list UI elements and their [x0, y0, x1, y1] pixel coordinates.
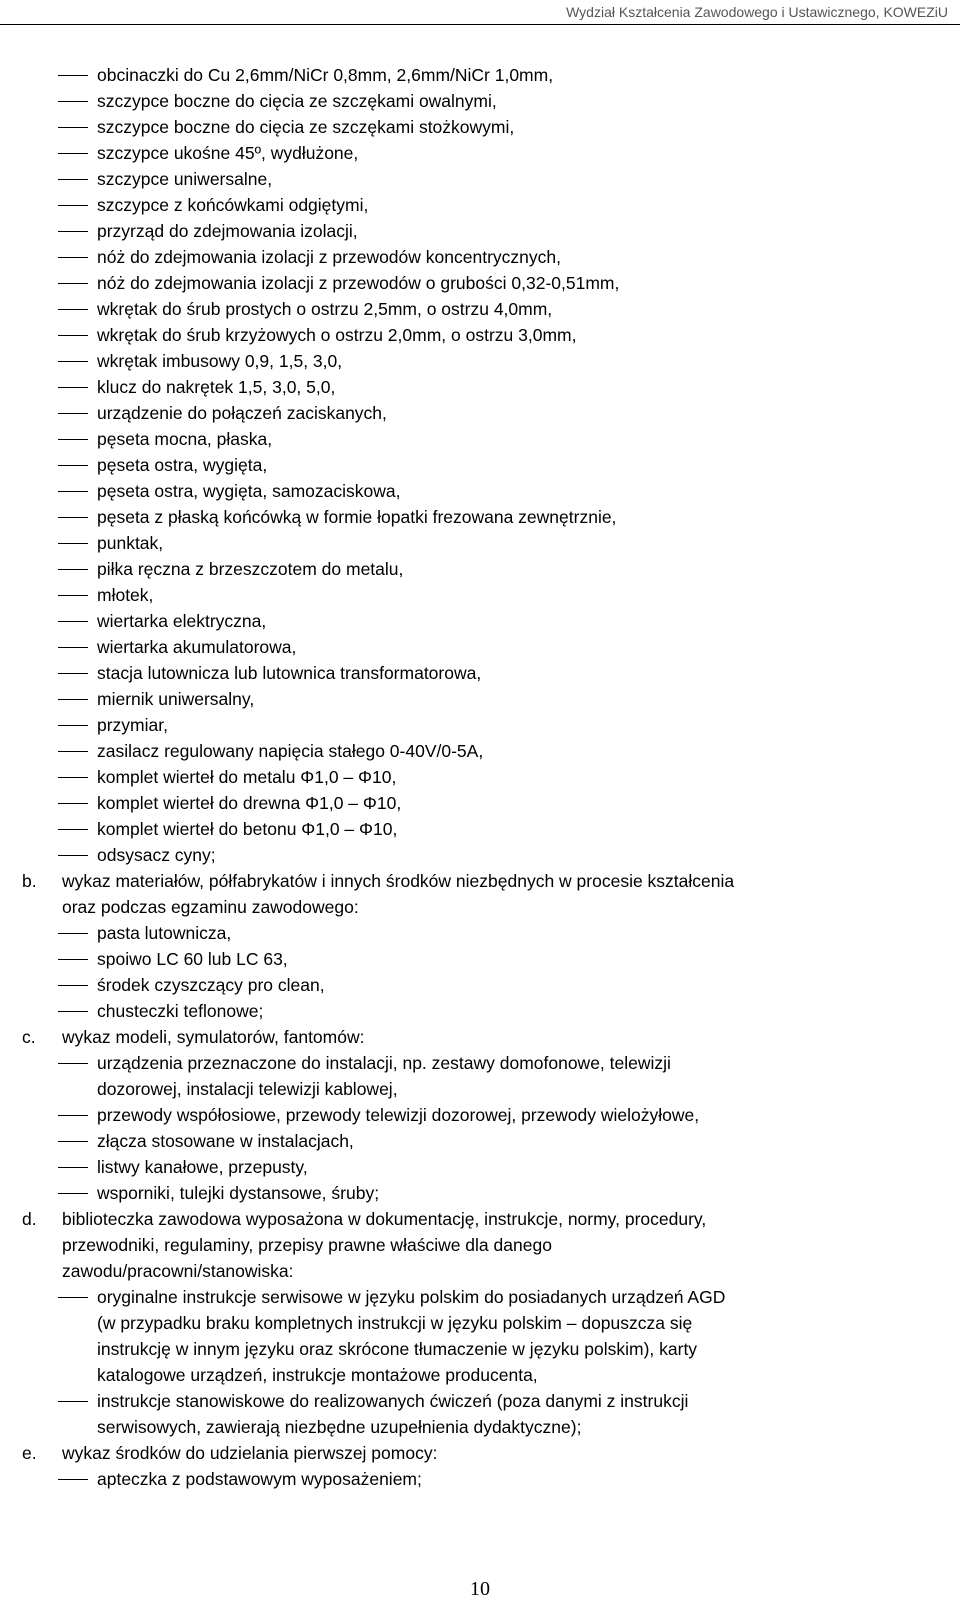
section-marker: e.	[22, 1443, 37, 1463]
section-heading-text: biblioteczka zawodowa wyposażona w dokumentację, instrukcje, normy, procedury,	[62, 1209, 707, 1229]
list-item	[22, 946, 952, 972]
list-item-text: nóż do zdejmowania izolacji z przewodów o grubości 0,32-0,51mm,	[97, 273, 620, 293]
list-item	[22, 1180, 952, 1206]
list-item	[22, 244, 952, 270]
list-item-text: środek czyszczący pro clean,	[97, 975, 325, 995]
list-item	[22, 1336, 952, 1362]
list-item-text: urządzenie do połączeń zaciskanych,	[97, 403, 387, 423]
dash-bullet	[58, 1063, 88, 1064]
list-item	[22, 1076, 952, 1102]
dash-bullet	[58, 1011, 88, 1012]
list-item	[22, 1466, 952, 1492]
list-item	[22, 582, 952, 608]
dash-bullet	[58, 777, 88, 778]
list-item	[22, 1050, 952, 1076]
dash-bullet	[58, 803, 88, 804]
list-item	[22, 348, 952, 374]
list-item	[22, 400, 952, 426]
section-heading-text: wykaz modeli, symulatorów, fantomów:	[62, 1027, 365, 1047]
dash-bullet	[58, 179, 88, 180]
list-item-text: wiertarka elektryczna,	[97, 611, 267, 631]
list-item	[22, 1362, 952, 1388]
dash-bullet	[58, 153, 88, 154]
list-item-text: wkrętak imbusowy 0,9, 1,5, 3,0,	[97, 351, 343, 371]
list-item-text: wiertarka akumulatorowa,	[97, 637, 297, 657]
header-title: Wydział Kształcenia Zawodowego i Ustawicznego, KOWEZiU	[566, 4, 948, 20]
list-item	[22, 504, 952, 530]
list-item	[22, 88, 952, 114]
list-item-text: wkrętak do śrub prostych o ostrzu 2,5mm, o ostrzu 4,0mm,	[97, 299, 553, 319]
list-item	[22, 140, 952, 166]
list-item	[22, 608, 952, 634]
section-heading-text: zawodu/pracowni/stanowiska:	[62, 1261, 294, 1281]
list-item-text: katalogowe urządzeń, instrukcje montażowe producenta,	[97, 1365, 538, 1385]
list-item	[22, 62, 952, 88]
list-item-text: obcinaczki do Cu 2,6mm/NiCr 0,8mm, 2,6mm/NiCr 1,0mm,	[97, 65, 554, 85]
list-item	[22, 842, 952, 868]
dash-bullet	[58, 439, 88, 440]
dash-bullet	[58, 465, 88, 466]
list-item-text: pęseta ostra, wygięta,	[97, 455, 268, 475]
list-item-text: pęseta z płaską końcówką w formie łopatki frezowana zewnętrznie,	[97, 507, 617, 527]
list-item	[22, 790, 952, 816]
dash-bullet	[58, 1167, 88, 1168]
dash-bullet	[58, 543, 88, 544]
dash-bullet	[58, 231, 88, 232]
dash-bullet	[58, 335, 88, 336]
dash-bullet	[58, 309, 88, 310]
dash-bullet	[58, 595, 88, 596]
dash-bullet	[58, 387, 88, 388]
section-heading-line	[22, 1206, 952, 1232]
dash-bullet	[58, 75, 88, 76]
list-item	[22, 634, 952, 660]
section-heading-text: wykaz materiałów, półfabrykatów i innych środków niezbędnych w procesie kształcenia	[62, 871, 735, 891]
dash-bullet	[58, 127, 88, 128]
list-item-text: szczypce ukośne 45º, wydłużone,	[97, 143, 359, 163]
list-item	[22, 1414, 952, 1440]
list-item-text: odsysacz cyny;	[97, 845, 216, 865]
list-item	[22, 218, 952, 244]
list-item	[22, 764, 952, 790]
list-item	[22, 1284, 952, 1310]
list-item	[22, 166, 952, 192]
section-heading-line	[22, 894, 952, 920]
section-heading-text: przewodniki, regulaminy, przepisy prawne właściwe dla danego	[62, 1235, 552, 1255]
dash-bullet	[58, 517, 88, 518]
section-marker: c.	[22, 1027, 36, 1047]
dash-bullet	[58, 1193, 88, 1194]
dash-bullet	[58, 1401, 88, 1402]
list-item	[22, 1102, 952, 1128]
list-item-text: przewody współosiowe, przewody telewizji dozorowej, przewody wielożyłowe,	[97, 1105, 700, 1125]
list-item	[22, 556, 952, 582]
dash-bullet	[58, 361, 88, 362]
list-item-text: dozorowej, instalacji telewizji kablowej,	[97, 1079, 398, 1099]
list-item	[22, 816, 952, 842]
dash-bullet	[58, 1141, 88, 1142]
page-header	[0, 0, 960, 25]
list-item-text: klucz do nakrętek 1,5, 3,0, 5,0,	[97, 377, 336, 397]
dash-bullet	[58, 621, 88, 622]
list-item-text: stacja lutownicza lub lutownica transformatorowa,	[97, 663, 482, 683]
document-body	[22, 62, 952, 1492]
list-item-text: młotek,	[97, 585, 154, 605]
section-heading-line	[22, 868, 952, 894]
dash-bullet	[58, 1297, 88, 1298]
dash-bullet	[58, 1479, 88, 1480]
list-item-text: szczypce boczne do cięcia ze szczękami owalnymi,	[97, 91, 497, 111]
list-item	[22, 998, 952, 1024]
list-item-text: szczypce uniwersalne,	[97, 169, 273, 189]
list-item	[22, 296, 952, 322]
list-item-text: szczypce boczne do cięcia ze szczękami stożkowymi,	[97, 117, 515, 137]
dash-bullet	[58, 829, 88, 830]
dash-bullet	[58, 751, 88, 752]
list-item	[22, 322, 952, 348]
list-item-text: chusteczki teflonowe;	[97, 1001, 264, 1021]
dash-bullet	[58, 647, 88, 648]
list-item	[22, 686, 952, 712]
list-item-text: oryginalne instrukcje serwisowe w języku polskim do posiadanych urządzeń AGD	[97, 1287, 726, 1307]
list-item-text: miernik uniwersalny,	[97, 689, 255, 709]
list-item	[22, 1310, 952, 1336]
list-item	[22, 920, 952, 946]
list-item	[22, 452, 952, 478]
list-item-text: piłka ręczna z brzeszczotem do metalu,	[97, 559, 404, 579]
list-item	[22, 1128, 952, 1154]
dash-bullet	[58, 101, 88, 102]
list-item-text: przyrząd do zdejmowania izolacji,	[97, 221, 358, 241]
section-heading-line	[22, 1440, 952, 1466]
dash-bullet	[58, 205, 88, 206]
dash-bullet	[58, 673, 88, 674]
list-item-text: punktak,	[97, 533, 164, 553]
dash-bullet	[58, 699, 88, 700]
dash-bullet	[58, 257, 88, 258]
section-heading-text: wykaz środków do udzielania pierwszej pomocy:	[62, 1443, 438, 1463]
list-item-text: pęseta mocna, płaska,	[97, 429, 273, 449]
list-item	[22, 426, 952, 452]
dash-bullet	[58, 569, 88, 570]
section-heading-text: oraz podczas egzaminu zawodowego:	[62, 897, 359, 917]
list-item	[22, 114, 952, 140]
list-item	[22, 192, 952, 218]
section-marker: d.	[22, 1209, 37, 1229]
list-item-text: apteczka z podstawowym wyposażeniem;	[97, 1469, 422, 1489]
list-item-text: instrukcję w innym języku oraz skrócone tłumaczenie w języku polskim), karty	[97, 1339, 698, 1359]
dash-bullet	[58, 413, 88, 414]
list-item-text: przymiar,	[97, 715, 168, 735]
dash-bullet	[58, 283, 88, 284]
list-item-text: szczypce z końcówkami odgiętymi,	[97, 195, 369, 215]
dash-bullet	[58, 1115, 88, 1116]
dash-bullet	[58, 959, 88, 960]
list-item-text: wkrętak do śrub krzyżowych o ostrzu 2,0mm, o ostrzu 3,0mm,	[97, 325, 577, 345]
dash-bullet	[58, 855, 88, 856]
list-item	[22, 660, 952, 686]
list-item-text: złącza stosowane w instalacjach,	[97, 1131, 354, 1151]
list-item-text: (w przypadku braku kompletnych instrukcji w języku polskim – dopuszcza się	[97, 1313, 693, 1333]
list-item-text: nóż do zdejmowania izolacji z przewodów koncentrycznych,	[97, 247, 561, 267]
list-item-text: wsporniki, tulejki dystansowe, śruby;	[97, 1183, 380, 1203]
list-item-text: instrukcje stanowiskowe do realizowanych ćwiczeń (poza danymi z instrukcji	[97, 1391, 689, 1411]
list-item	[22, 738, 952, 764]
dash-bullet	[58, 725, 88, 726]
list-item-text: spoiwo LC 60 lub LC 63,	[97, 949, 288, 969]
page-number: 10	[470, 1578, 490, 1600]
list-item-text: serwisowych, zawierają niezbędne uzupełnienia dydaktyczne);	[97, 1417, 582, 1437]
list-item-text: listwy kanałowe, przepusty,	[97, 1157, 308, 1177]
list-item-text: zasilacz regulowany napięcia stałego 0-40V/0-5A,	[97, 741, 484, 761]
list-item	[22, 1388, 952, 1414]
section-marker: b.	[22, 871, 37, 891]
dash-bullet	[58, 985, 88, 986]
list-item	[22, 1154, 952, 1180]
list-item	[22, 972, 952, 998]
dash-bullet	[58, 933, 88, 934]
list-item	[22, 270, 952, 296]
list-item-text: pasta lutownicza,	[97, 923, 232, 943]
list-item-text: komplet wierteł do betonu Φ1,0 – Φ10,	[97, 819, 398, 839]
list-item-text: komplet wierteł do drewna Φ1,0 – Φ10,	[97, 793, 402, 813]
section-heading-line	[22, 1232, 952, 1258]
list-item-text: urządzenia przeznaczone do instalacji, np. zestawy domofonowe, telewizji	[97, 1053, 671, 1073]
list-item	[22, 712, 952, 738]
section-heading-line	[22, 1024, 952, 1050]
list-item	[22, 530, 952, 556]
list-item	[22, 374, 952, 400]
section-heading-line	[22, 1258, 952, 1284]
list-item-text: pęseta ostra, wygięta, samozaciskowa,	[97, 481, 401, 501]
list-item	[22, 478, 952, 504]
dash-bullet	[58, 491, 88, 492]
list-item-text: komplet wierteł do metalu Φ1,0 – Φ10,	[97, 767, 397, 787]
